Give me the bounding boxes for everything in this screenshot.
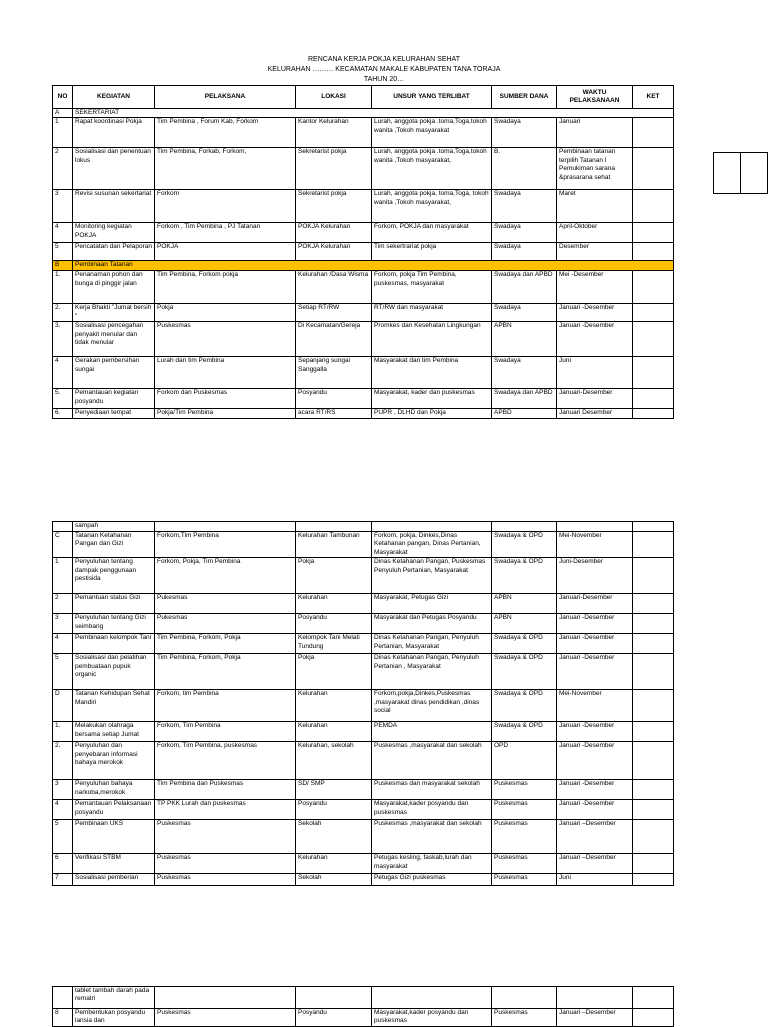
cell-kegiatan: Penyuluhan tentang Gizi seimbang bbox=[73, 614, 155, 634]
col-header-waktu: WAKTU PELAKSANAAN bbox=[557, 86, 633, 109]
cell-no: 8 bbox=[53, 1009, 73, 1027]
cell-no: 1 bbox=[53, 118, 73, 148]
cell-unsur: Petugas kesling, faskab,lurah dan masyarakat bbox=[372, 854, 492, 874]
cell-ket bbox=[633, 634, 674, 654]
cell-ket bbox=[633, 780, 674, 800]
cell-sumber-dana bbox=[492, 522, 557, 532]
cell-waktu: Mei-November bbox=[557, 690, 633, 722]
cell-ket bbox=[633, 874, 674, 886]
cell-pelaksana: Forkom, Tim Pembina bbox=[155, 722, 296, 742]
table-row bbox=[53, 854, 674, 874]
cell-lokasi: Kelurahan bbox=[296, 854, 372, 874]
cell-unsur: Puskesmas ,masyarakat dan sekolah bbox=[372, 742, 492, 780]
cell-ket bbox=[633, 690, 674, 722]
cell-pelaksana: Tim Pembina, Forkom pokja bbox=[155, 271, 296, 304]
cell-pelaksana: Tim Pembina dan Puskesmas bbox=[155, 780, 296, 800]
cell-kegiatan: Revisi susunan sekertariat bbox=[73, 190, 155, 223]
cell-no bbox=[53, 522, 73, 532]
cell-pelaksana: Pukesmas bbox=[155, 614, 296, 634]
cell-kegiatan: Penyuluhan dan penyebaran informasi bahaya merokok bbox=[73, 742, 155, 780]
cell-ket bbox=[633, 594, 674, 614]
cell-kegiatan: Sosialisasi dan penentuan lokus bbox=[73, 148, 155, 190]
cell-unsur: Promkes dan Kesehatan Lingkungan bbox=[372, 322, 492, 357]
cell-no: 3 bbox=[53, 614, 73, 634]
cell-no: 2. bbox=[53, 742, 73, 780]
cell-sumber-dana: Swadaya & OPD bbox=[492, 532, 557, 558]
cell-sumber-dana bbox=[492, 987, 557, 1009]
cell-unsur: Masyarakat, Petugas Gizi bbox=[372, 594, 492, 614]
cell-no: 4 bbox=[53, 223, 73, 243]
cell-ket bbox=[633, 722, 674, 742]
cell-lokasi: Sekretarist pokja bbox=[296, 190, 372, 223]
cell-pelaksana: Tim Pembina, Forkab, Forkom, bbox=[155, 148, 296, 190]
cell-sumber-dana: APBD bbox=[492, 409, 557, 419]
cell-ket bbox=[633, 304, 674, 322]
cell-lokasi: Posyandu bbox=[296, 614, 372, 634]
cell-waktu: Januari -Desember bbox=[557, 780, 633, 800]
cell-unsur: Dinas Ketahanan Pangan, Penyuluh Pertanian, Masyarakat bbox=[372, 634, 492, 654]
cell-pelaksana: Forkom, Tim Pembina, puskesmas bbox=[155, 742, 296, 780]
section-label: SEKERTARIAT bbox=[73, 109, 674, 118]
cell-pelaksana: Pokja bbox=[155, 304, 296, 322]
cell-waktu: Juni-Desember bbox=[557, 558, 633, 594]
cell-pelaksana: Forkom dan Puskesmas bbox=[155, 389, 296, 409]
cell-sumber-dana: Swadaya bbox=[492, 357, 557, 389]
cell-waktu: Januari-Desember bbox=[557, 389, 633, 409]
cell-unsur bbox=[372, 522, 492, 532]
cell-pelaksana bbox=[155, 987, 296, 1009]
cell-lokasi: acara RT/RS bbox=[296, 409, 372, 419]
col-header-pelaksana: PELAKSANA bbox=[155, 86, 296, 109]
cell-kegiatan: Penanaman pohon dan bunga di pinggir jalan bbox=[73, 271, 155, 304]
cell-sumber-dana: Puskesmas bbox=[492, 780, 557, 800]
cell-sumber-dana: Swadaya & OPD bbox=[492, 690, 557, 722]
table-row bbox=[53, 634, 674, 654]
table-row bbox=[53, 558, 674, 594]
cell-waktu: Januari –Desember bbox=[557, 1009, 633, 1027]
cell-no: 6. bbox=[53, 409, 73, 419]
cell-ket bbox=[633, 389, 674, 409]
cell-no: 5. bbox=[53, 389, 73, 409]
work-plan-table-page2 bbox=[52, 521, 674, 886]
cell-waktu: Pembinaan tatanan terpilih Tatanan I Pemukiman sarana &prasarana sehat bbox=[557, 148, 633, 190]
table-row bbox=[53, 874, 674, 886]
cell-no: 4 bbox=[53, 800, 73, 820]
cell-ket bbox=[633, 522, 674, 532]
cell-kegiatan: Pembinaan UKS bbox=[73, 820, 155, 854]
cell-sumber-dana: Swadaya bbox=[492, 118, 557, 148]
cell-pelaksana: Forkom, tim Pembina bbox=[155, 690, 296, 722]
cell-lokasi bbox=[296, 522, 372, 532]
cell-waktu: Mei-November bbox=[557, 532, 633, 558]
work-plan-table-page3 bbox=[52, 986, 674, 1027]
cell-pelaksana: Pukesmas bbox=[155, 594, 296, 614]
cell-lokasi: POKJA Kelurahan bbox=[296, 223, 372, 243]
document-title: RENCANA KERJA POKJA KELURAHAN SEHAT bbox=[308, 56, 460, 63]
cell-no: 1 bbox=[53, 558, 73, 594]
cell-kegiatan: Pemantauan Pelaksanaan posyandu bbox=[73, 800, 155, 820]
cell-kegiatan: Tatanan Kehidupan Sehat Mandiri bbox=[73, 690, 155, 722]
cell-ket bbox=[633, 654, 674, 690]
cell-ket bbox=[633, 322, 674, 357]
section-letter: A bbox=[53, 109, 73, 118]
cell-kegiatan: Penyediaan tempat bbox=[73, 409, 155, 419]
cell-unsur: Puskesmas ,masyarakat dan sekolah bbox=[372, 820, 492, 854]
cell-pelaksana: Tim Pembina , Forum Kab, Forkom bbox=[155, 118, 296, 148]
cell-kegiatan: sampah bbox=[73, 522, 155, 532]
cell-ket bbox=[633, 854, 674, 874]
section-letter: B bbox=[53, 261, 73, 271]
cell-lokasi: Posyandu bbox=[296, 1009, 372, 1027]
cell-lokasi: Sepanjang sungai Sanggalla bbox=[296, 357, 372, 389]
cell-unsur: Forkom, POKJA dan masyarakat bbox=[372, 223, 492, 243]
cell-pelaksana: Tim Pembina, Forkom, Pokja bbox=[155, 634, 296, 654]
work-plan-table-page1 bbox=[52, 85, 674, 419]
cell-ket bbox=[633, 820, 674, 854]
cell-ket bbox=[633, 223, 674, 243]
cell-kegiatan: Pembentukan posyandu lansia dan bbox=[73, 1009, 155, 1027]
cell-sumber-dana: Puskesmas bbox=[492, 854, 557, 874]
cell-no: 4 bbox=[53, 357, 73, 389]
cell-unsur: Lurah, anggota pokja, toma,Toga, tokoh wanita ,Tokoh masyarakat, bbox=[372, 190, 492, 223]
cell-lokasi: Posyandu bbox=[296, 389, 372, 409]
cell-lokasi: Kelurahan, sekolah bbox=[296, 742, 372, 780]
cell-sumber-dana: Swadaya & OPD bbox=[492, 722, 557, 742]
table-row bbox=[53, 690, 674, 722]
cell-waktu: Januari -Desember bbox=[557, 614, 633, 634]
table-row bbox=[53, 148, 674, 190]
cell-pelaksana: Pokja/Tim Pembina bbox=[155, 409, 296, 419]
col-header-no: NO bbox=[53, 86, 73, 109]
cell-ket bbox=[633, 118, 674, 148]
cell-lokasi: Sekolah bbox=[296, 820, 372, 854]
cell-waktu: April-Oktober bbox=[557, 223, 633, 243]
cell-sumber-dana: Swadaya & OPD bbox=[492, 634, 557, 654]
cell-pelaksana: Puskesmas bbox=[155, 322, 296, 357]
table-row bbox=[53, 614, 674, 634]
cell-unsur: RT/RW dan masyarakat bbox=[372, 304, 492, 322]
cell-sumber-dana: Puskesmas bbox=[492, 1009, 557, 1027]
table-row bbox=[53, 357, 674, 389]
cell-waktu: Mei -Desember bbox=[557, 271, 633, 304]
cell-pelaksana: Lurah dan tim Pembina bbox=[155, 357, 296, 389]
cell-lokasi: Kelurahan /Dasa Wisma bbox=[296, 271, 372, 304]
table-header-row bbox=[53, 86, 674, 109]
cell-unsur: Masyarakat dan Petugas Posyandu bbox=[372, 614, 492, 634]
table-row bbox=[53, 820, 674, 854]
table-row bbox=[53, 522, 674, 532]
cell-lokasi: Pokja bbox=[296, 558, 372, 594]
cell-pelaksana: Puskesmas bbox=[155, 854, 296, 874]
cell-waktu: Januari-Desember bbox=[557, 594, 633, 614]
cell-sumber-dana: Puskesmas bbox=[492, 800, 557, 820]
cell-waktu: Desember bbox=[557, 243, 633, 261]
cell-waktu: Januari -Desember bbox=[557, 742, 633, 780]
cell-kegiatan: Melakukan olahraga bersama setiap Jumat bbox=[73, 722, 155, 742]
cell-kegiatan: Pemantuan status Gizi bbox=[73, 594, 155, 614]
cell-waktu: Januari –Desember bbox=[557, 820, 633, 854]
cell-waktu: Maret bbox=[557, 190, 633, 223]
cell-kegiatan: Pemantauan kegiatan posyandu bbox=[73, 389, 155, 409]
cell-pelaksana: Forkom,Tim Pembina bbox=[155, 532, 296, 558]
cell-kegiatan: tablet tambah darah pada rematri bbox=[73, 987, 155, 1009]
table-row bbox=[53, 742, 674, 780]
cell-no: 2 bbox=[53, 594, 73, 614]
table-row bbox=[53, 304, 674, 322]
cell-pelaksana bbox=[155, 522, 296, 532]
cell-sumber-dana: APBN bbox=[492, 614, 557, 634]
col-header-sumber-dana: SUMBER DANA bbox=[492, 86, 557, 109]
cell-ket bbox=[633, 148, 674, 190]
cell-sumber-dana: Swadaya & OPD bbox=[492, 558, 557, 594]
table-row bbox=[53, 532, 674, 558]
cell-unsur bbox=[372, 987, 492, 1009]
cell-pelaksana: TP PKK Lurah dan puskesmas bbox=[155, 800, 296, 820]
table-row bbox=[53, 654, 674, 690]
cell-no: 5 bbox=[53, 820, 73, 854]
table-row bbox=[53, 594, 674, 614]
cell-lokasi: SD/ SMP bbox=[296, 780, 372, 800]
cell-waktu bbox=[557, 987, 633, 1009]
cell-no: 1. bbox=[53, 271, 73, 304]
cell-unsur: Masyarakat, kader dan puskesmas bbox=[372, 389, 492, 409]
cell-kegiatan: Pencatatan dan Pelaporan bbox=[73, 243, 155, 261]
cell-sumber-dana: Puskesmas bbox=[492, 820, 557, 854]
cell-unsur: Forkom,pokja,Dinkes,Puskesmas ,masyarakat dinas pendidikan ,dinas social bbox=[372, 690, 492, 722]
cell-waktu: Januari -Desember bbox=[557, 654, 633, 690]
col-header-unsur: UNSUR YANG TERLIBAT bbox=[372, 86, 492, 109]
cell-waktu: Juni bbox=[557, 357, 633, 389]
empty-cell bbox=[714, 153, 741, 194]
table-row bbox=[53, 271, 674, 304]
cell-unsur: Tim sekertrariat pokja bbox=[372, 243, 492, 261]
cell-ket bbox=[633, 800, 674, 820]
stray-empty-cells bbox=[713, 152, 768, 194]
empty-cell bbox=[741, 153, 768, 194]
cell-pelaksana: POKJA bbox=[155, 243, 296, 261]
cell-lokasi: Kelurahan bbox=[296, 690, 372, 722]
cell-lokasi: POKJA Kelurahan bbox=[296, 243, 372, 261]
cell-waktu: Januari Desember bbox=[557, 409, 633, 419]
cell-sumber-dana: Swadaya bbox=[492, 304, 557, 322]
cell-kegiatan: Gerakan pembersihan sungai bbox=[73, 357, 155, 389]
cell-waktu: Januari -Desember bbox=[557, 800, 633, 820]
cell-pelaksana: Forkom , Tim Pembina , PJ Tatanan bbox=[155, 223, 296, 243]
cell-unsur: Lurah, anggota pokja .toma,Toga,tokoh wanita ,Tokoh masyarakat bbox=[372, 118, 492, 148]
cell-waktu: Januari –Desember bbox=[557, 854, 633, 874]
cell-no: D bbox=[53, 690, 73, 722]
col-header-lokasi: LOKASI bbox=[296, 86, 372, 109]
cell-pelaksana: Forkom bbox=[155, 190, 296, 223]
cell-no: 4 bbox=[53, 634, 73, 654]
table-row bbox=[53, 409, 674, 419]
cell-unsur: Masyarakat,kader posyandu dan puskesmas bbox=[372, 1009, 492, 1027]
cell-ket bbox=[633, 558, 674, 594]
cell-no bbox=[53, 987, 73, 1009]
cell-unsur: Lurah, anggota pokja .toma,Toga,tokoh wanita ,Tokoh masyarakat, bbox=[372, 148, 492, 190]
cell-waktu: Januari -Desember bbox=[557, 634, 633, 654]
table-row bbox=[53, 223, 674, 243]
cell-ket bbox=[633, 243, 674, 261]
cell-ket bbox=[633, 987, 674, 1009]
document-year: TAHUN 20… bbox=[363, 76, 405, 83]
cell-lokasi: Sekretarist pokja bbox=[296, 148, 372, 190]
cell-sumber-dana: B. bbox=[492, 148, 557, 190]
cell-no: 3 bbox=[53, 780, 73, 800]
cell-no: 2. bbox=[53, 304, 73, 322]
table-row bbox=[53, 243, 674, 261]
cell-lokasi: Sekolah bbox=[296, 874, 372, 886]
table-row bbox=[53, 389, 674, 409]
table-row bbox=[53, 190, 674, 223]
cell-kegiatan: Sosialisasi pencegahan penyakit menular dan tidak menular bbox=[73, 322, 155, 357]
cell-pelaksana: Puskesmas bbox=[155, 874, 296, 886]
cell-kegiatan: Kerja Bhakti "Jumat bersih " bbox=[73, 304, 155, 322]
cell-sumber-dana: Swadaya bbox=[492, 243, 557, 261]
cell-sumber-dana: Swadaya dan APBD bbox=[492, 389, 557, 409]
col-header-ket: KET bbox=[633, 86, 674, 109]
cell-lokasi: Setiap RT/RW bbox=[296, 304, 372, 322]
cell-sumber-dana: Swadaya dan APBD bbox=[492, 271, 557, 304]
cell-waktu: Januari bbox=[557, 118, 633, 148]
cell-unsur: Masyarakat dan tim Pembina bbox=[372, 357, 492, 389]
cell-unsur: Puskesmas dan masyarakat sekolah bbox=[372, 780, 492, 800]
cell-pelaksana: Puskesmas bbox=[155, 820, 296, 854]
cell-ket bbox=[633, 614, 674, 634]
cell-unsur: Dinas Ketahanan Pangan, Penyuluh Pertanian , Masyarakat bbox=[372, 654, 492, 690]
cell-no: 7 bbox=[53, 874, 73, 886]
cell-ket bbox=[633, 742, 674, 780]
cell-unsur: PUPR , DLHD dan Pokja bbox=[372, 409, 492, 419]
table-row bbox=[53, 780, 674, 800]
cell-waktu: Januari -Desember bbox=[557, 722, 633, 742]
cell-pelaksana: Puskesmas bbox=[155, 1009, 296, 1027]
cell-sumber-dana: APBN bbox=[492, 322, 557, 357]
cell-unsur: Forkom, pokja Tim Pembina, puskesmas, masyarakat bbox=[372, 271, 492, 304]
cell-ket bbox=[633, 271, 674, 304]
cell-lokasi: Di Kecamatan/Gereja bbox=[296, 322, 372, 357]
cell-lokasi: Pokja bbox=[296, 654, 372, 690]
cell-lokasi: Posyandu bbox=[296, 800, 372, 820]
cell-unsur: Dinas Ketahanan Pangan, Puskesmas Penyuluh Pertanian, Masyarakat bbox=[372, 558, 492, 594]
cell-waktu: Januari -Desember bbox=[557, 304, 633, 322]
cell-ket bbox=[633, 190, 674, 223]
cell-kegiatan: Pembinaan kelompok Tani bbox=[73, 634, 155, 654]
cell-lokasi bbox=[296, 987, 372, 1009]
cell-kegiatan: Sosialisasi dan pelatihan pembuataan pupuk organic bbox=[73, 654, 155, 690]
cell-kegiatan: Sosialisasi pemberian bbox=[73, 874, 155, 886]
cell-unsur: Forkom, pokja, Dinkes,Dinas Ketahanan pangan, Dinas Pertanian, Masyarakat bbox=[372, 532, 492, 558]
section-row bbox=[53, 109, 674, 118]
cell-pelaksana: Tim Pembina, Forkom, Pokja bbox=[155, 654, 296, 690]
cell-kegiatan: Rapat koordinasi Pokja bbox=[73, 118, 155, 148]
section-row bbox=[53, 261, 674, 271]
cell-no: 5 bbox=[53, 654, 73, 690]
cell-lokasi: Kelurahan Tambunan bbox=[296, 532, 372, 558]
cell-kegiatan: Verifikasi STBM bbox=[73, 854, 155, 874]
cell-unsur: Masyarakat,kader posyandu dan puskesmas bbox=[372, 800, 492, 820]
cell-ket bbox=[633, 532, 674, 558]
table-row bbox=[53, 118, 674, 148]
cell-ket bbox=[633, 357, 674, 389]
cell-no: 6 bbox=[53, 854, 73, 874]
table-row bbox=[53, 722, 674, 742]
document-subtitle: KELURAHAN ……… KECAMATAN MAKALE KABUPATEN TANA TORAJA bbox=[267, 66, 501, 73]
table-row bbox=[53, 800, 674, 820]
cell-no: 3 bbox=[53, 190, 73, 223]
cell-no: C bbox=[53, 532, 73, 558]
cell-no: 2 bbox=[53, 148, 73, 190]
cell-no: 5 bbox=[53, 243, 73, 261]
cell-kegiatan: Penyuluhan bahaya narkoba,merokok bbox=[73, 780, 155, 800]
cell-sumber-dana: Swadaya bbox=[492, 190, 557, 223]
cell-ket bbox=[633, 409, 674, 419]
table-row bbox=[53, 322, 674, 357]
cell-lokasi: Kelurahan bbox=[296, 594, 372, 614]
cell-waktu: Juni bbox=[557, 874, 633, 886]
cell-sumber-dana: APBN bbox=[492, 594, 557, 614]
cell-kegiatan: Penyuluhan tentang dampak penggunaan pestisida bbox=[73, 558, 155, 594]
cell-unsur: PEMDA bbox=[372, 722, 492, 742]
table-row bbox=[53, 987, 674, 1009]
cell-sumber-dana: Puskesmas bbox=[492, 874, 557, 886]
cell-unsur: Petugas Gizi puskesmas bbox=[372, 874, 492, 886]
cell-sumber-dana: Swadaya bbox=[492, 223, 557, 243]
cell-waktu bbox=[557, 522, 633, 532]
cell-waktu: Januari -Desember bbox=[557, 322, 633, 357]
cell-lokasi: Kantor Kelurahan bbox=[296, 118, 372, 148]
cell-kegiatan: Tatanan Ketahanan Pangan dan Gizi bbox=[73, 532, 155, 558]
section-label: Pembinaan Tatanan bbox=[73, 261, 674, 271]
cell-no: 3. bbox=[53, 322, 73, 357]
cell-lokasi: Kelompok Tani Melati Tundung bbox=[296, 634, 372, 654]
cell-sumber-dana: OPD bbox=[492, 742, 557, 780]
cell-no: 1. bbox=[53, 722, 73, 742]
col-header-kegiatan: KEGIATAN bbox=[73, 86, 155, 109]
cell-kegiatan: Monitoring kegiatan POKJA bbox=[73, 223, 155, 243]
cell-pelaksana: Forkom, Pokja, Tim Pembina bbox=[155, 558, 296, 594]
cell-lokasi: Kelurahan bbox=[296, 722, 372, 742]
cell-sumber-dana: Swadaya & OPD bbox=[492, 654, 557, 690]
